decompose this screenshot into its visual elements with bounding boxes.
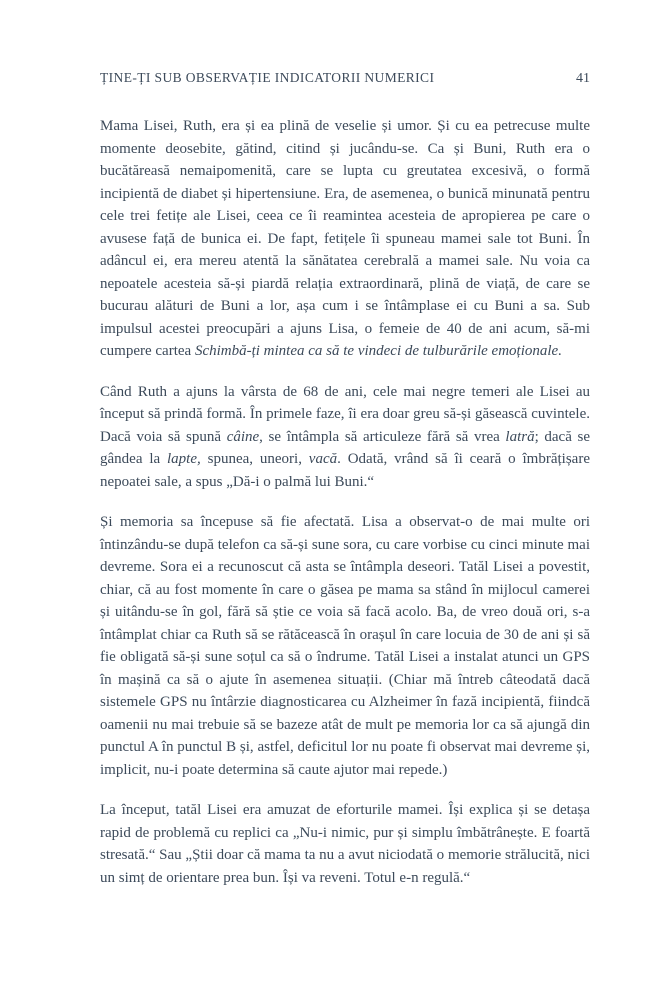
page-body	[100, 115, 590, 889]
italic-text-run: vacă	[308, 451, 338, 467]
italic-text-run: câine	[226, 428, 260, 445]
paragraph	[100, 799, 590, 889]
page-header	[100, 70, 590, 87]
italic-text-run: latră	[505, 428, 535, 445]
paragraph	[100, 115, 590, 363]
text-run: ; dacă se gândea la	[100, 428, 591, 467]
text-run: Când Ruth a ajuns la vârsta de 68 de ani, cele mai negre temeri ale Lisei au început să prindă formă. În primele faze, îi era doar greu să-și găsească cuvintele. Dacă voia să spună	[100, 383, 590, 445]
text-run: spunea, uneori,	[200, 451, 309, 467]
text-run: La început, tatăl Lisei era amuzat de eforturile mamei. Își explica și se detașa rapid de problemă cu replici ca „Nu-i nimic, pur și simplu îmbătrânește. E foartă stresată.“ Sau „Știi doar că mama ta nu a avut niciodată o memorie strălucită, nici un simț de orientare prea bun. Își va reveni. Totul e-n regulă.“	[100, 802, 590, 886]
italic-text-run: Schimbă-ți mintea ca să te vindeci de tulburările emoționale.	[194, 343, 562, 359]
text-run: , se întâmpla să articuleze fără să vrea	[259, 428, 506, 445]
paragraph	[100, 381, 590, 494]
italic-text-run: lapte,	[167, 451, 201, 467]
text-run: . Odată, vrând să îi ceară o îmbrățișare nepoatei sale, a spus „Dă-i o palmă lui Buni.“	[100, 451, 590, 490]
paragraph	[100, 511, 590, 781]
running-head: ȚINE-ȚI SUB OBSERVAȚIE INDICATORII NUMERICI	[100, 70, 435, 85]
text-run: Mama Lisei, Ruth, era și ea plină de veselie și umor. Și cu ea petrecuse multe momente deosebite, gătind, citind și jucându-se. Ca și Buni, Ruth era o bucătăreasă nemaipomenită, care se lupta cu greutatea excesivă, o formă incipientă de diabet și hipertensiune. Era, de asemenea, o bunică minunată pentru cele trei fetițe ale Lisei, ceea ce îi reamintea acesteia de apropierea pe care o avusese față de bunica ei. De fapt, fetițele îi spuneau mamei sale tot Buni. În adâncul ei, era mereu atentă la sănătatea cerebrală a mamei sale. Nu voia ca nepoatele acesteia să-și piardă relația extraordinară, plină de viață, de care se bucurau alături de Buni a lor, așa cum i se întâmplase ei cu Buni a sa. Sub impulsul acestei preocupări a ajuns Lisa, o femeie de 40 de ani acum, să-mi cumpere cartea	[100, 118, 590, 359]
text-run: Și memoria sa începuse să fie afectată. Lisa a observat-o de mai multe ori întinzându-se după telefon ca să-și sune sora, cu care vorbise cu cinci minute mai devreme. Sora ei a recunoscut că asta se întâmpla deseori. Tatăl Lisei a povestit, chiar, că au fost momente în care o găsea pe mama sa stând în mijlocul camerei și uitându-se în gol, fără să știe ce voia să facă acolo. Ba, de vreo două ori, s-a întâmplat chiar ca Ruth să se rătăcească în orașul în care locuia de 30 de ani și să fie obligată să-și sune soțul ca să o îndrume. Tatăl Lisei a instalat atunci un GPS în mașină ca să o ajute în asemenea situații. (Chiar mă întreb câteodată dacă sistemele GPS nu întârzie diagnosticarea cu Alzheimer în fază incipientă, fiindcă oamenii nu mai trebuie să se bazeze atât de mult pe memoria lor ca să ajungă din punctul A în punctul B și, astfel, deficitul lor nu poate fi observat mai devreme și, implicit, nu-i poate determina să caute ajutor mai repede.)	[100, 514, 590, 778]
page-number: 41	[576, 71, 590, 86]
